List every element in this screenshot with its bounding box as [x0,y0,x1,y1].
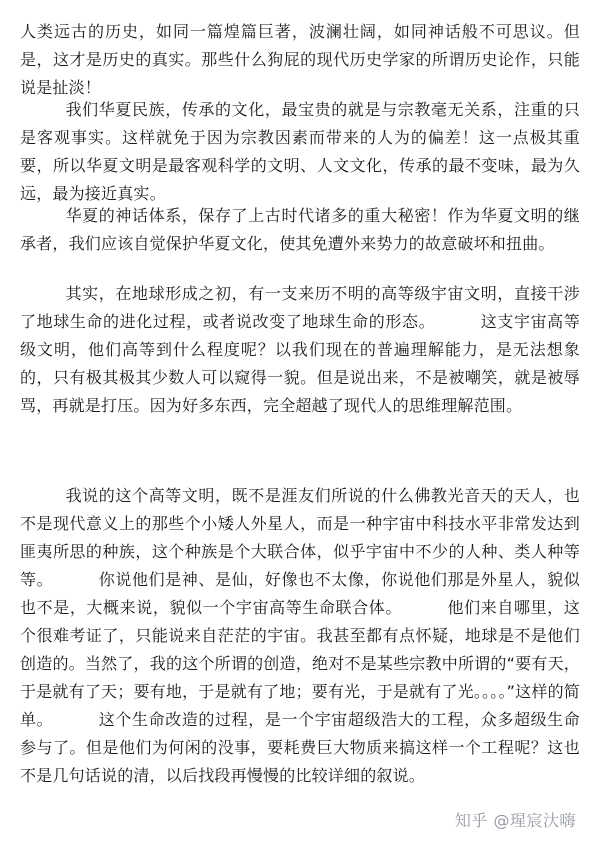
paragraph-3: 华夏的神话体系，保存了上古时代诸多的重大秘密！作为华夏文明的继承者，我们应该自觉保护华夏文化，使其免遭外来势力的故意破坏和扭曲。 [20,206,581,253]
paragraph-5: 我说的这个高等文明，既不是涯友们所说的什么佛教光音天的天人，也不是现代意义上的那些个小矮人外星人，而是一种宇宙中科技水平非常发达到匪夷所思的种族，这个种族是个大联合体，似乎宇宙中不少的人种、类人种等等。 你说他们是神、是仙，好像也不太像，你说他们那是外星人，貌似也不是，大概来说，貌似一个宇宙高等生命联合体。 他们来自哪里，这个很难考证了，只能说来自茫茫的宇宙。我甚至都有点怀疑，地球是不是他们创造的。当然了，我的这个所谓的创造，绝对不是某些宗教中所谓的“要有天，于是就有了天；要有地，于是就有了地；要有光，于是就有了光。。。。”这样的简单。 这个生命改造的过程，是一个宇宙超级浩大的工程，众多超级生命参与了。但是他们为何闲的没事，要耗费巨大物质来搞这样一个工程呢？这也不是几句话说的清，以后找段再慢慢的比较详细的叙说。 [20,486,581,785]
paragraph-4: 其实，在地球形成之初，有一支来历不明的高等级宇宙文明，直接干涉了地球生命的进化过程，或者说改变了地球生命的形态。 这支宇宙高等级文明，他们高等到什么程度呢？以我们现在的普遍理解能力，是无法想象的，只有极其极其少数人可以窥得一貌。但是说出来，不是被嘲笑，就是被辱骂，再就是打压。因为好多东西，完全超越了现代人的思维理解范围。 [20,284,581,415]
zhihu-watermark: 知乎 @瑆宸汏嗨 [454,811,576,830]
paragraph-2: 我们华夏民族，传承的文化，最宝贵的就是与宗教毫无关系，注重的只是客观事实。这样就免于因为宗教因素而带来的人为的偏差！这一点极其重要，所以华夏文明是最客观科学的文明、人文文化，传承的最不变味，最为久远，最为接近真实。 [20,100,581,203]
paragraph-1: 人类远古的历史，如同一篇煌篇巨著，波澜壮阔，如同神话般不可思议。但是，这才是历史的真实。那些什么狗屁的现代历史学家的所谓历史论作，只能说是扯淡！ [20,22,580,97]
